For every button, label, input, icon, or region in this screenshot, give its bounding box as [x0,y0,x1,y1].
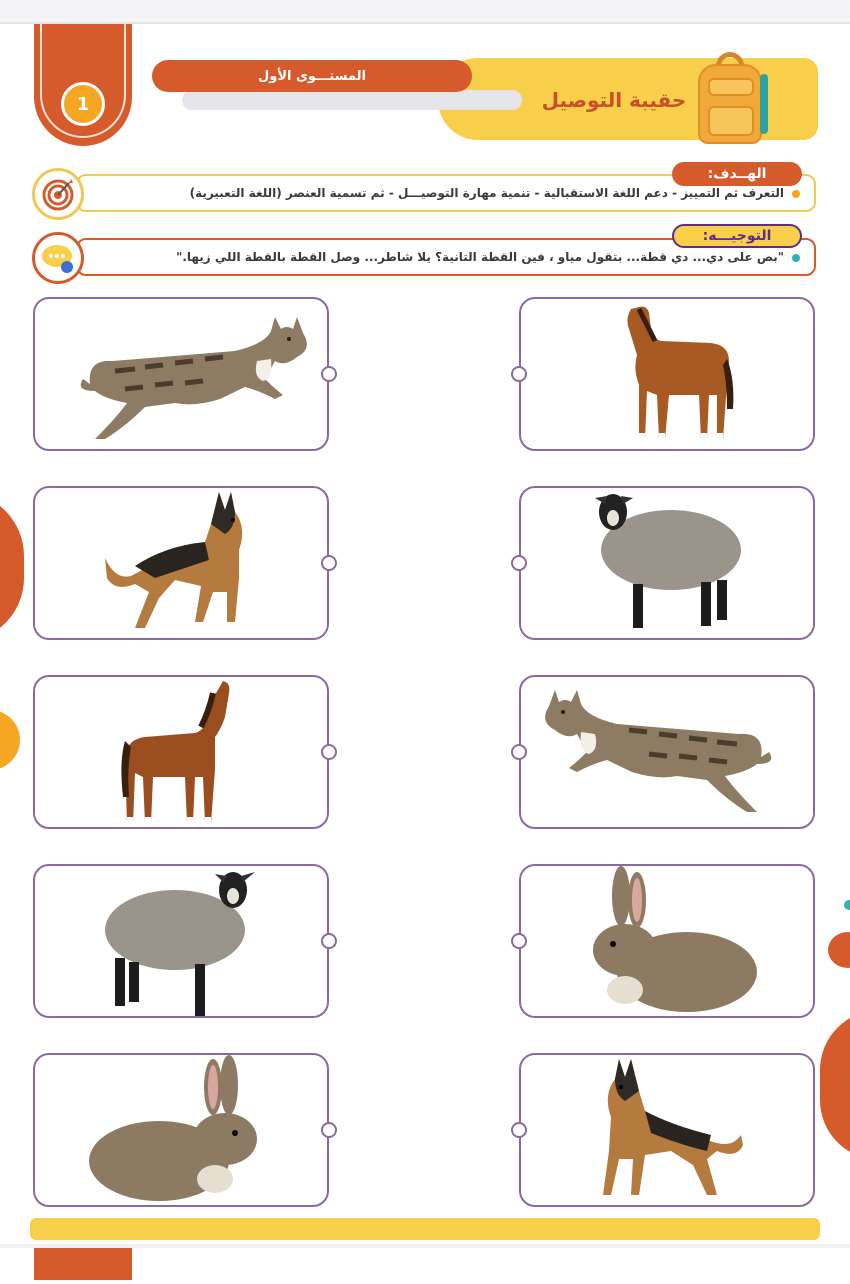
connector-right-2[interactable] [511,555,527,571]
card-left-horse [33,675,329,829]
card-left-dog [33,486,329,640]
side-decoration [844,900,850,910]
side-decoration [0,710,20,770]
connector-right-3[interactable] [511,744,527,760]
side-decoration [820,1010,850,1160]
sheep-icon [521,488,817,642]
card-right-dog [519,1053,815,1207]
card-left-rabbit [33,1053,329,1207]
guidance-text-row [176,250,800,264]
card-right-cat [519,675,815,829]
goal-label: الهــدف: [672,162,802,186]
connector-left-4[interactable] [321,933,337,949]
connector-left-1[interactable] [321,366,337,382]
level-banner: المستـــوى الأول [152,60,472,92]
connector-left-3[interactable] [321,744,337,760]
side-decoration [828,932,850,968]
card-right-horse [519,297,815,451]
connector-left-5[interactable] [321,1122,337,1138]
dog-icon [521,1055,817,1209]
cat-icon [521,677,817,831]
horse-icon [35,677,331,831]
card-right-sheep [519,486,815,640]
dog-icon [35,488,331,642]
page-title: حقيبة التوصيل [541,88,687,112]
cat-icon [35,299,331,453]
rabbit-icon [521,866,817,1020]
horse-icon [521,299,817,453]
guidance-text: "بص على دي... دي قطة... بتقول مياو ، فين القطة التانية؟ يلا شاطر... وصل القطة بالقطة اللي زيها." [176,250,784,264]
card-right-rabbit [519,864,815,1018]
header-strip [182,90,522,110]
connector-left-2[interactable] [321,555,337,571]
connector-right-4[interactable] [511,933,527,949]
connector-right-5[interactable] [511,1122,527,1138]
speech-bubble-icon [32,232,84,284]
target-icon [32,168,84,220]
rabbit-icon [35,1055,331,1209]
bottom-bar [30,1218,820,1240]
card-left-cat [33,297,329,451]
side-decoration [0,492,24,642]
goal-text-row [190,186,800,200]
goal-text: التعرف ثم التمييز - دعم اللغة الاستقبالية - تنمية مهارة التوصيـــل - ثم تسمية العنصر (اللغة التعبيرية) [189,186,784,200]
page-number: 1 [61,82,105,126]
backpack-icon [694,52,770,146]
guidance-bullet-dot [792,254,800,262]
sheep-icon [35,866,331,1020]
goal-bullet-dot [792,190,800,198]
card-left-sheep [33,864,329,1018]
connector-right-1[interactable] [511,366,527,382]
page-top-border [0,0,850,24]
page-number-tab [34,24,132,146]
next-page-tab [34,1248,132,1280]
guidance-label: التوجيـــه: [672,224,802,248]
